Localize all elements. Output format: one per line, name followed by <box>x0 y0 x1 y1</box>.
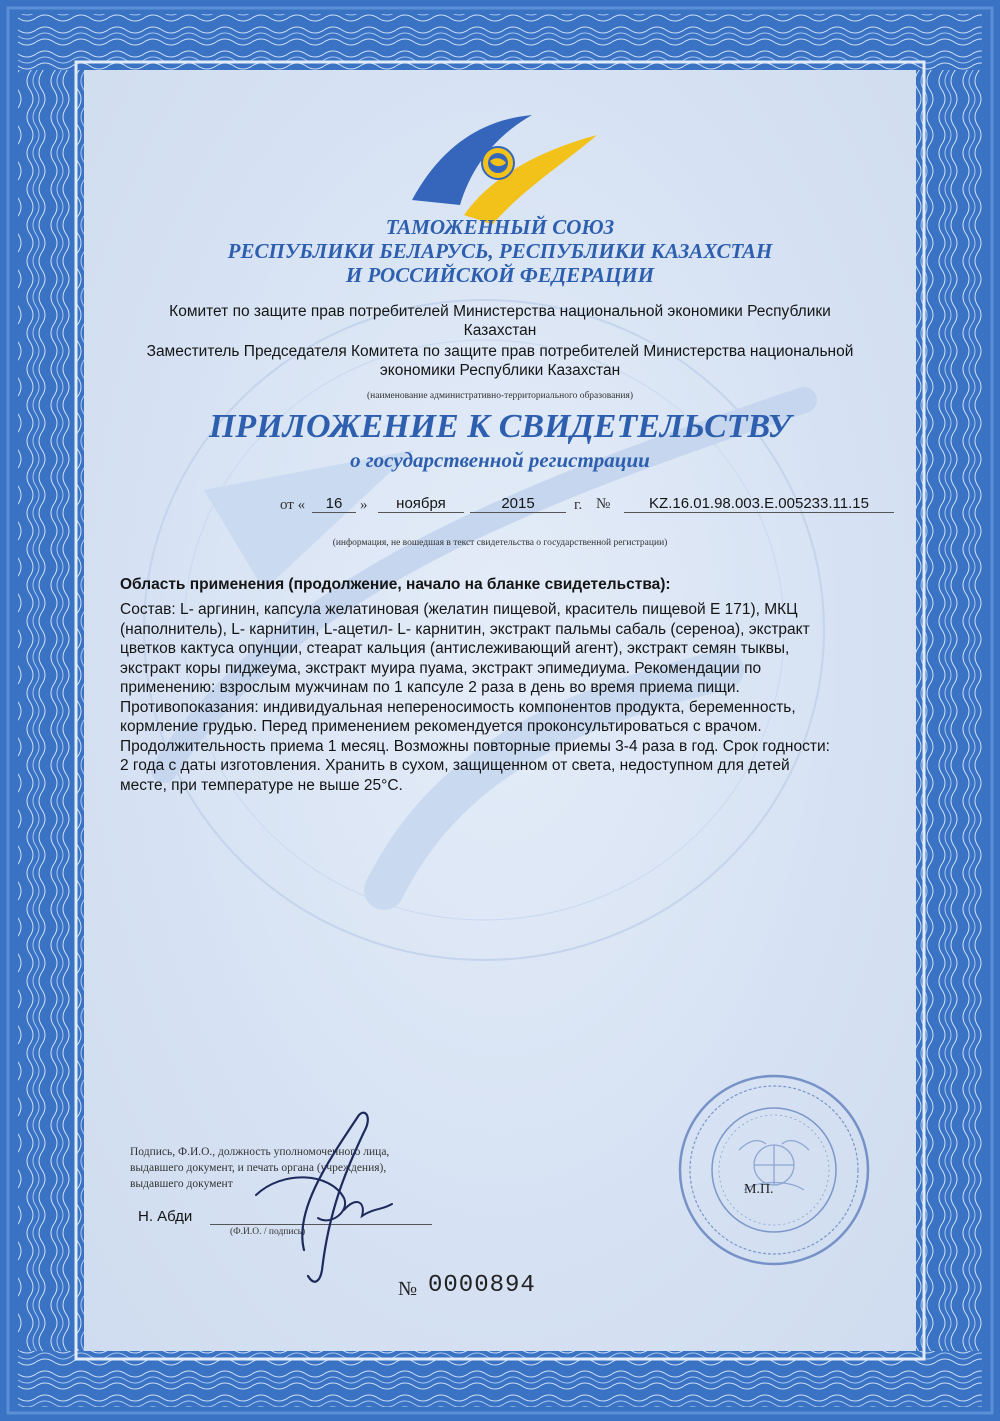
customs-union-line-1: ТАМОЖЕННЫЙ СОЮЗ <box>385 215 615 239</box>
section-body <box>120 600 890 795</box>
signatory-name: Н. Абди <box>138 1208 193 1225</box>
customs-union-line-3: И РОССИЙСКОЙ ФЕДЕРАЦИИ <box>345 263 655 287</box>
document-title: ПРИЛОЖЕНИЕ К СВИДЕТЕЛЬСТВУ <box>208 408 791 445</box>
signature-caption-line: Подпись, Ф.И.О., должность уполномоченного лица, <box>130 1146 390 1158</box>
stamp-label: М.П. <box>744 1182 774 1197</box>
body-line: Продолжительность приема 1 месяц. Возможны повторные приемы 3-4 раза в год. Срок годности: <box>120 737 830 755</box>
date-prefix: от « <box>280 497 306 513</box>
committee-line-1: Комитет по защите прав потребителей Министерства национальной экономики Республики <box>169 303 831 320</box>
date-year: 2015 <box>470 495 566 513</box>
body-line: цветков кактуса опунции, стеарат кальция (антислеживающий агент), экстракт семян тыквы, <box>120 640 790 657</box>
number-sign: № <box>596 496 611 512</box>
signature-caption-line: выдавшего документ, и печать органа (учреждения), <box>130 1162 387 1174</box>
date-month: ноября <box>378 495 464 513</box>
body-line: (наполнитель), L- карнитин, L-ацетил- L- карнитин, экстракт пальмы сабаль (сереноа), экстракт <box>120 620 810 638</box>
body-line: применению: взрослым мужчинам по 1 капсуле 2 раза в день во время приема пищи. <box>120 679 740 696</box>
body-line: Противопоказания: индивидуальная непереносимость компонентов продукта, беременность, <box>120 698 796 716</box>
date-day: 16 <box>312 495 356 513</box>
serial-number: 0000894 <box>428 1272 536 1299</box>
official-stamp <box>674 1070 874 1270</box>
registration-number: KZ.16.01.98.003.E.005233.11.15 <box>624 495 894 513</box>
body-line: Состав: L- аргинин, капсула желатиновая (желатин пищевой, краситель пищевой Е 171), МКЦ <box>120 601 798 618</box>
committee-line-2: Казахстан <box>463 322 537 339</box>
year-suffix: г. <box>574 497 583 513</box>
info-hint: (информация, не вошедшая в текст свидетельства о государственной регистрации) <box>332 538 668 548</box>
committee-line-4: экономики Республики Казахстан <box>379 362 621 379</box>
customs-union-logo <box>402 105 602 225</box>
body-line: 2 года с даты изготовления. Хранить в сухом, защищенном от света, недоступном для детей <box>120 757 790 774</box>
body-line: экстракт коры пиджеума, экстракт муира пуама, экстракт эпимедиума. Рекомендации по <box>120 659 762 677</box>
body-line: кормление грудью. Перед применением рекомендуется проконсультироваться с врачом. <box>120 718 762 735</box>
certificate-paper <box>84 70 916 1351</box>
signature-name-hint: (Ф.И.О. / подпись) <box>230 1227 306 1237</box>
committee-line-3: Заместитель Председателя Комитета по защите прав потребителей Министерства национальной <box>146 343 854 360</box>
date-close-quote: » <box>360 497 368 513</box>
section-heading: Область применения (продолжение, начало на бланке свидетельства): <box>120 576 671 593</box>
signature-caption-line: выдавшего документ <box>130 1178 233 1190</box>
region-hint: (наименование административно-территориального образования) <box>366 391 633 401</box>
body-line: месте, при температуре не выше 25°C. <box>120 776 403 794</box>
handwritten-signature <box>234 1100 414 1290</box>
serial-number-sign: № <box>398 1278 418 1300</box>
document-subtitle: о государственной регистрации <box>350 448 650 472</box>
customs-union-line-2: РЕСПУБЛИКИ БЕЛАРУСЬ, РЕСПУБЛИКИ КАЗАХСТАН <box>227 239 773 263</box>
